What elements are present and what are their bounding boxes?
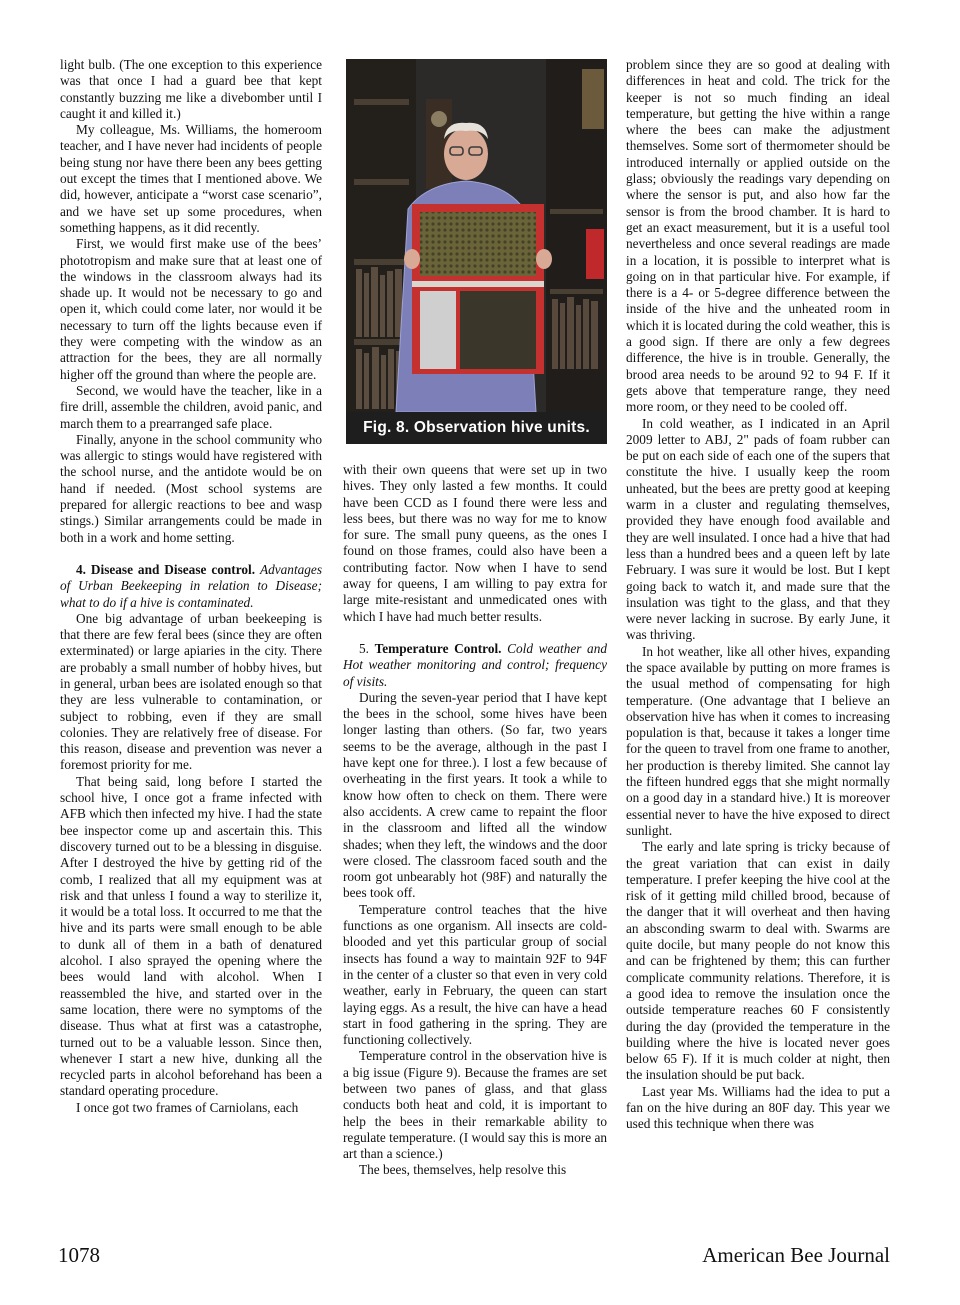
paragraph: During the seven-year period that I have kept the bees in the school, some hives have been longer lasting than others. (So far, two years seems to be the average, although in the past I have kept one for three.). I lost a few because of overheating in the first years. It took a while to know how often to check on them. There were also accidents. A crew came to repaint the floor in the classroom and lifted all the window shades; when they left, the windows and the door were closed. The classroom faced south and the room got unbearably hot (98F) and naturally the bees took off. — [343, 689, 607, 901]
paragraph: The early and late spring is tricky because of the great variation that can exist in daily temperature. I prefer keeping the hive cool at the risk of it getting mild chilled brood, because of the danger that it will overheat and then having an absconding swarm to deal with. Swarms are quite docile, but many people do not know this and can be frightened by them; this can further complicate community relations. Therefore, it is a good idea to remove the insulation once the outside temperature reaches 60 F consistently during the day (provided the temperature in the building where the hive is located never goes below 65 F). If it is much colder at night, then the insulation should be put back. — [626, 839, 890, 1083]
figure-caption: Fig. 8. Observation hive units. — [346, 412, 607, 444]
observation-hive-photo — [346, 59, 607, 412]
paragraph: Temperature control teaches that the hive functions as one organism. All insects are cold-blooded and yet this particular group of social insects has found a way to maintain 92F to 94F in the center of a cluster so that even in very cold weather, early in February, the queen can start laying eggs. As a result, the hive can have a head start in food gathering in the spring. They are functioning collectively. — [343, 901, 607, 1048]
figure-photo — [346, 59, 607, 444]
journal-name: American Bee Journal — [702, 1243, 890, 1267]
page-number: 1078 — [58, 1243, 100, 1267]
paragraph: One big advantage of urban beekeeping is that there are few feral bees (since they are often exterminated) or large apiaries in the city. There are probably a small number of hobby hives, but in general, urban bees are isolated enough so that they are less vulnerable to contamination, or subject to robbing, even if they are small colonies. They are relatively free of disease. For this reason, disease and prevention was never a foremost priority for me. — [60, 610, 322, 773]
text-column-left — [60, 57, 322, 1116]
paragraph: light bulb. (The one exception to this experience was that once I had a guard bee that kept constantly buzzing me like a divebomber until I caught it and killed it.) — [60, 57, 322, 121]
section-heading-disease — [60, 562, 322, 611]
paragraph: First, we would first make use of the bees’ phototropism and make sure that at least one of the windows in the classroom always had its shade up. It would not be necessary to go and open it, which could come later, nor would it be necessary to turn off the lights because even if they were competing with the window as an attraction for the bees, they are all normally higher off the ground than where the people are. — [60, 236, 322, 382]
paragraph: Temperature control in the observation hive is a big issue (Figure 9). Because the frames are set between two panes of glass, and that glass conducts both heat and cold, it is important to help the bees in their remarkable ability to regulate temperature. (I would say this is more an art than a science.) — [343, 1048, 608, 1162]
paragraph: My colleague, Ms. Williams, the homeroom teacher, and I have never had incidents of people being stung nor have there been any bees getting out except the times that I mentioned above. We did, however, anticipate a “worst case scenario”, and we have set up some procedures, when something happens, as it did recently. — [60, 122, 322, 235]
section-heading-number: 5. — [359, 640, 369, 656]
paragraph: I once got two frames of Carniolans, each — [76, 1099, 299, 1115]
text-column-right — [626, 57, 890, 1133]
paragraph: That being said, long before I started the school hive, I once got a frame infected with AFB which then infected my hive. I had the state bee inspector come up and ascertain this. This discovery turned out to be a blessing in disguise. After I destroyed the hive by getting rid of the comb, I realized that all my equipment was at risk and that unless I found a way to sterilize it, it would be a total loss. It occurred to me that the hive and its parts were small enough to be able to dunk all of them in a bath of denatured alcohol. I also sprayed the opening where the bees would land with alcohol. When I reassembled the hive, and started over in the same location, there were no symptoms of the disease. Thus what at first was a catastrophe, turned out to be a valuable lesson. Since then, whenever I start a new hive, dunking all the recycled parts in alcohol beforehand has been a standard operating procedure. — [60, 773, 322, 1099]
paragraph: Finally, anyone in the school community who was allergic to stings would have registered with the school nurse, and the antidote would be on hand if needed. (Most school systems are prepared for allergic reactions to bee and wasp stings.) Similar arrangements could be made in both in a work and home setting. — [60, 431, 322, 545]
section-heading-subtitle: Cold weather and Hot weather monitoring and control; frequency of visits. — [343, 640, 608, 689]
section-heading-subtitle: Advantages of Urban Beekeeping in relation to Disease; what to do if a hive is contaminated. — [60, 561, 323, 610]
paragraph: with their own queens that were set up in two hives. They only lasted a few months. It could have been CCD as I found there were less and less bees, but there was no way for me to know for sure. The small puny queens, as the ones I found on those frames, could also have been a contributing factor. Now when I have to send away for queens, I am willing to pay extra for large mite-resistant and unmedicated ones with which I have had much better results. — [343, 462, 607, 624]
paragraph: Second, we would have the teacher, like in a fire drill, assemble the children, avoid panic, and march them to a prearranged safe place. — [60, 382, 322, 431]
section-heading-temperature — [343, 641, 607, 690]
paragraph: Last year Ms. Williams had the idea to put a fan on the hive during an 80F day. This year we used this technique when there was — [626, 1083, 890, 1132]
section-heading-title: 4. Disease and Disease control. — [76, 561, 256, 577]
text-column-middle — [343, 462, 607, 1179]
section-heading-title: Temperature Control. — [374, 640, 502, 656]
paragraph: The bees, themselves, help resolve this — [359, 1162, 567, 1178]
paragraph: In hot weather, like all other hives, expanding the space available by putting on more frames is the usual method of compensating for high temperature. (One advantage that I believe an observation hive has when it comes to increasing population is that, because it takes a longer time for the queen to travel from one frame to another, her production is thereby limited. She cannot lay the fifteen hundred eggs that she might normally on a good day in a standard hive.) It is moreover essential never to have the hive exposed to direct sunlight. — [626, 643, 890, 838]
paragraph: problem since they are so good at dealing with differences in heat and cold. The trick for the keeper is not so much finding an ideal temperature, but getting the hive within a range where the bees can make the adjustment themselves. Some sort of thermometer should be introduced internally or applied outside on the glass; obviously the readings vary depending on where the sensor is put, and also how far the sensor is from the brood chamber. It is hard to get an exact measurement, but it is a useful tool nevertheless and once several readings are made in a location, it is possible to interpret what is going on in that particular hive. For example, if there is a 4- or 5-degree difference between the inside of the hive and the unheated room in which it is located during the cold weather, this is a good sign. If there are only a few degrees difference, the hive is in trouble. Generally, the brood area needs to be around 92 to 94 F. If it gets above that temperature range, they need more room, or they need to be cooled off. — [626, 57, 890, 415]
paragraph: In cold weather, as I indicated in an April 2009 letter to ABJ, 2" pads of foam rubber can be put on each side of each one of the supers that constitute the hive. I usually keep the room unheated, but the bees are pretty good at keeping warm in a cluster and regulating themselves, provided they have enough food available and they are well insulated. I once had a hive that had less than a hundred bees and a queen left by late February. I was sure it would be lost. But I kept going back to watch it, and made sure that the insulation was tight to the glass, and that they were never lacking in sucrose. By early June, it was thriving. — [626, 415, 890, 643]
